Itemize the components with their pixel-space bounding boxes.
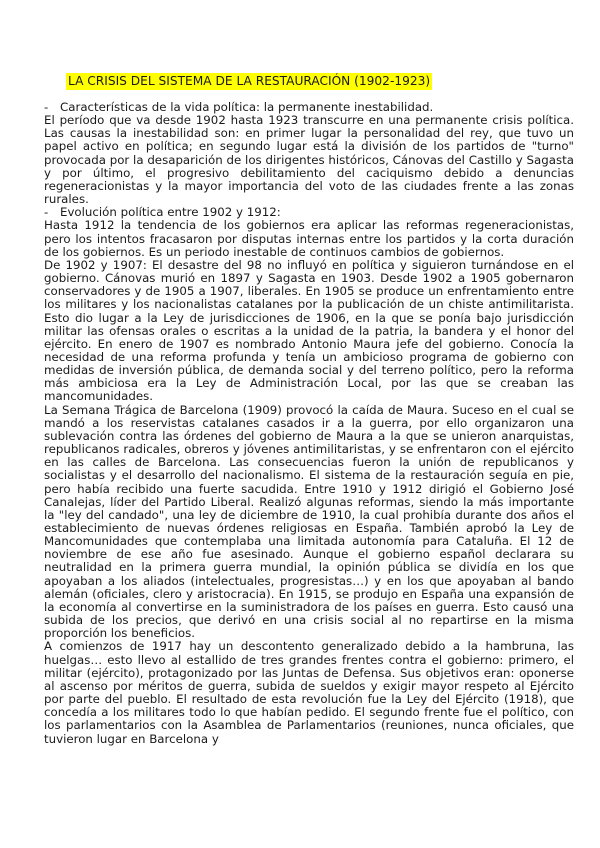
paragraph: La Semana Trágica de Barcelona (1909) provocó la caída de Maura. Suceso en el cual se mandó a los reservistas catalanes casados ir a la guerra, por ello organizaron una sublevación contra las órdenes del gobierno de Maura a la que se unieron anarquistas, republicanos radicales, obreros y jóvenes antimilitaristas, y se enfrentaron con el ejército en las calles de Barcelona. Las consecuencias fueron la unión de republicanos y socialistas y el desarrollo del nacionalismo. El sistema de la restauración seguía en pie, pero había recibido una fuerte sacudida. Entre 1910 y 1912 dirigió el Gobierno José Canalejas, líder del Partido Liberal. Realizó algunas reformas, siendo la más importante la "ley del candado", una ley de diciembre de 1910, la cual prohibía durante dos años el establecimiento de nuevas órdenes religiosas en España. También aprobó la Ley de Mancomunidades que contemplaba una limitada autonomía para Cataluña. El 12 de noviembre de ese año fue asesinado. Aunque el gobierno español declarara su neutralidad en la primera guerra mundial, la opinión pública se dividía en los que apoyaban a los aliados (intelectuales, progresistas…) y en los que apoyaban al bando alemán (oficiales, clero y aristocracia). En 1915, se produjo en España una expansión de la economía al convertirse en la suministradora de los países en guerra. Esto causó una subida de los precios, que derivó en una crisis social al no repartirse en la misma proporción los beneficios. bbox=[44, 402, 574, 641]
paragraph: Hasta 1912 la tendencia de los gobiernos era aplicar las reformas regeneracionistas, pero los intentos fracasaron por disputas internas entre los partidos y la corta duración de los gobiernos. Es un periodo inestable de continuos cambios de gobiernos. bbox=[44, 218, 574, 259]
document-body bbox=[44, 101, 574, 746]
document-title: LA CRISIS DEL SISTEMA DE LA RESTAURACIÓN (1902-1923) bbox=[68, 74, 431, 88]
paragraph: De 1902 y 1907: El desastre del 98 no influyó en política y siguieron turnándose en el gobierno. Cánovas murió en 1897 y Sagasta en 1903. Desde 1902 a 1905 gobernaron conservadores y de 1905 a 1907, liberales. En 1905 se produce un enfrentamiento entre los militares y los nacionalistas catalanes por la publicación de un chiste antimilitarista. Esto dio lugar a la Ley de jurisdicciones de 1906, en la que se ponía bajo jurisdicción militar las ofensas orales o escritas a la unidad de la patria, la bandera y el honor del ejército. En enero de 1907 es nombrado Antonio Maura jefe del gobierno. Conocía la necesidad de una reforma profunda y tenía un ambicioso programa de gobierno con medidas de inversión pública, de demanda social y del terreno político, pero la reforma más ambiciosa era la Ley de Administración Local, por las que se creaban las mancomunidades. bbox=[44, 257, 574, 404]
section-heading-text: Características de la vida política: la permanente inestabilidad. bbox=[60, 100, 434, 114]
title-row bbox=[66, 70, 432, 87]
paragraph: El período que va desde 1902 hasta 1923 transcurre en una permanente crisis política. Las causas la inestabilidad son: en primer lugar la personalidad del rey, que tuvo un papel activo en política; en segundo lugar está la división de los partidos de "turno" provocada por la desaparición de los dirigentes históricos, Cánovas del Castillo y Sagasta y por último, el progresivo debilitamiento del caciquismo debido a denuncias regeneracionistas y la mayor importancia del voto de las ciudades frente a las zonas rurales. bbox=[44, 113, 574, 207]
section-heading-text: Evolución política entre 1902 y 1912: bbox=[60, 205, 281, 220]
paragraph: A comienzos de 1917 hay un descontento generalizado debido a la hambruna, las huelgas… esto llevo al estallido de tres grandes frentes contra el gobierno: primero, el militar (ejército), protagonizado por las Juntas de Defensa. Sus objetivos eran: oponerse al ascenso por méritos de guerra, subida de sueldos y exigir mayor respeto al Ejército por parte del pueblo. El resultado de esta revolución fue la Ley del Ejército (1918), que concedía a los militares todo lo que habían pedido. El segundo frente fue el político, con los parlamentarios con la Asamblea de Parlamentarios (reuniones, nunca oficiales, que tuvieron lugar en Barcelona y bbox=[44, 639, 574, 746]
bullet-dash: - bbox=[44, 205, 49, 220]
bullet-dash: - bbox=[44, 100, 49, 114]
